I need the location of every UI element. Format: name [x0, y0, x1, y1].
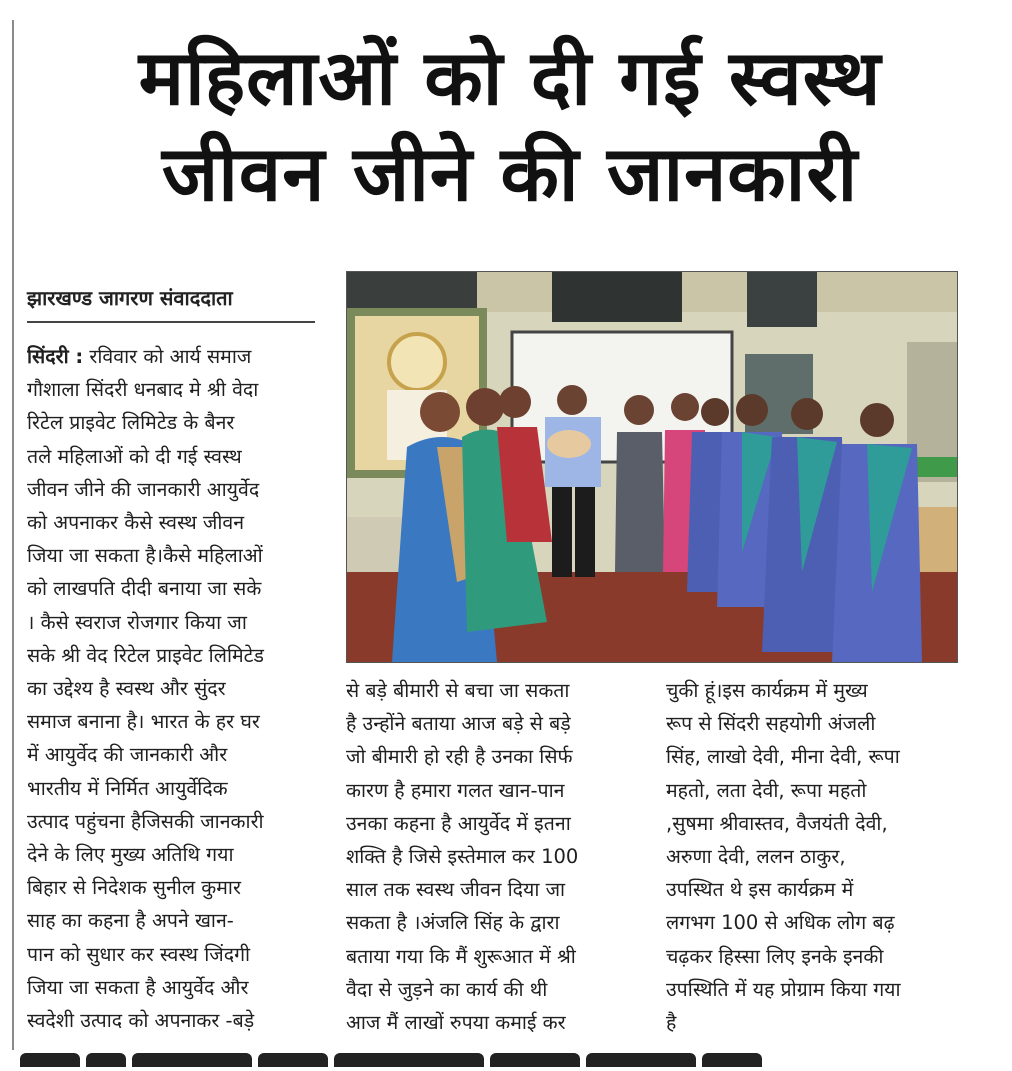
article-line: आज मैं लाखों रुपया कमाई कर: [346, 1011, 566, 1035]
article-line: उपस्थित थे इस कार्यक्रम में: [666, 878, 854, 902]
article-line: उत्पाद पहुंचना हैजिसकी जानकारी: [27, 809, 264, 833]
article-line: को अपनाकर कैसे स्वस्थ जीवन: [27, 511, 245, 535]
article-column-2: [346, 674, 636, 1039]
article-line: जिया जा सकता है आयुर्वेद और: [27, 975, 249, 999]
article-line: सके श्री वेद रिटेल प्राइवेट लिमिटेड: [27, 643, 264, 667]
group-photo-illustration: [347, 272, 957, 662]
article-line: गौशाला सिंदरी धनबाद मे श्री वेदा: [27, 378, 259, 402]
article-line: वैदा से जुड़ने का कार्य की थी: [346, 977, 548, 1001]
article-line: सिंदरी : रविवार को आर्य समाज: [27, 345, 252, 368]
news-photo: [346, 271, 958, 663]
article-line: में आयुर्वेद की जानकारी और: [27, 743, 228, 767]
article-line: सिंह, लाखो देवी, मीना देवी, रूपा: [666, 745, 900, 769]
column-rule: [12, 20, 14, 1050]
article-line: जो बीमारी हो रही है उनका सिर्फ: [346, 745, 573, 769]
article-line: । कैसे स्वराज रोजगार किया जा: [27, 610, 247, 634]
window-icon: [347, 272, 477, 308]
article-line: लगभग 100 से अधिक लोग बढ़: [666, 911, 895, 935]
headline-line-1: महिलाओं को दी गई स्वस्थ: [138, 33, 882, 122]
article-column-3: [666, 674, 956, 1039]
article-line: है उन्होंने बताया आज बड़े से बड़े: [346, 712, 571, 736]
next-article-fragment: [20, 1052, 1000, 1068]
article-line: जीवन जीने की जानकारी आयुर्वेद: [27, 477, 260, 501]
article-column-1: [27, 340, 317, 1037]
article-line: सकता है ।अंजलि सिंह के द्वारा: [346, 911, 560, 935]
article-line: साह का कहना है अपने खान-: [27, 909, 234, 933]
article-line: ,सुषमा श्रीवास्तव, वैजयंती देवी,: [666, 811, 888, 835]
article-line: तले महिलाओं को दी गई स्वस्थ: [27, 444, 242, 468]
article-line: कारण है हमारा गलत खान-पान: [346, 778, 565, 802]
article-line: उपस्थिति में यह प्रोग्राम किया गया: [666, 977, 901, 1001]
article-line: से बड़े बीमारी से बचा जा सकता: [346, 679, 570, 702]
article-line: को लाखपति दीदी बनाया जा सके: [27, 577, 262, 601]
article-line: महतो, लता देवी, रूपा महतो: [666, 778, 867, 802]
article-line: बताया गया कि मैं शुरूआत में श्री: [346, 944, 576, 968]
headline-line-2: जीवन जीने की जानकारी: [161, 129, 859, 218]
article-line: पान को सुधार कर स्वस्थ जिंदगी: [27, 942, 251, 966]
article-line: देने के लिए मुख्य अतिथि गया: [27, 843, 234, 867]
article-line: चढ़कर हिस्सा लिए इनके इनकी: [666, 944, 884, 968]
bouquet-icon: [547, 430, 591, 458]
article-line: शक्ति है जिसे इस्तेमाल कर 100: [346, 845, 579, 869]
article-line: है: [666, 1011, 677, 1035]
article-line: भारतीय में निर्मित आयुर्वेदिक: [27, 776, 228, 800]
article-line: का उद्देश्य है स्वस्थ और सुंदर: [27, 677, 226, 701]
article-line: रूप से सिंदरी सहयोगी अंजली: [666, 712, 876, 736]
article-line: समाज बनाना है। भारत के हर घर: [27, 710, 260, 734]
article-line: चुकी हूं।इस कार्यक्रम में मुख्य: [666, 679, 868, 702]
dateline: सिंदरी :: [27, 345, 84, 368]
byline: झारखण्ड जागरण संवाददाता: [27, 284, 315, 323]
article-line: अरुणा देवी, ललन ठाकुर,: [666, 845, 846, 869]
article-line: जिया जा सकता है।कैसे महिलाओं: [27, 544, 263, 568]
article-line: उनका कहना है आयुर्वेद में इतना: [346, 811, 571, 835]
article-line: रिटेल प्राइवेट लिमिटेड के बैनर: [27, 411, 235, 435]
article-line: साल तक स्वस्थ जीवन दिया जा: [346, 878, 566, 902]
headline: [20, 30, 1000, 222]
article-line: स्वदेशी उत्पाद को अपनाकर -बड़े: [27, 1009, 255, 1033]
article-line: बिहार से निदेशक सुनील कुमार: [27, 876, 241, 900]
